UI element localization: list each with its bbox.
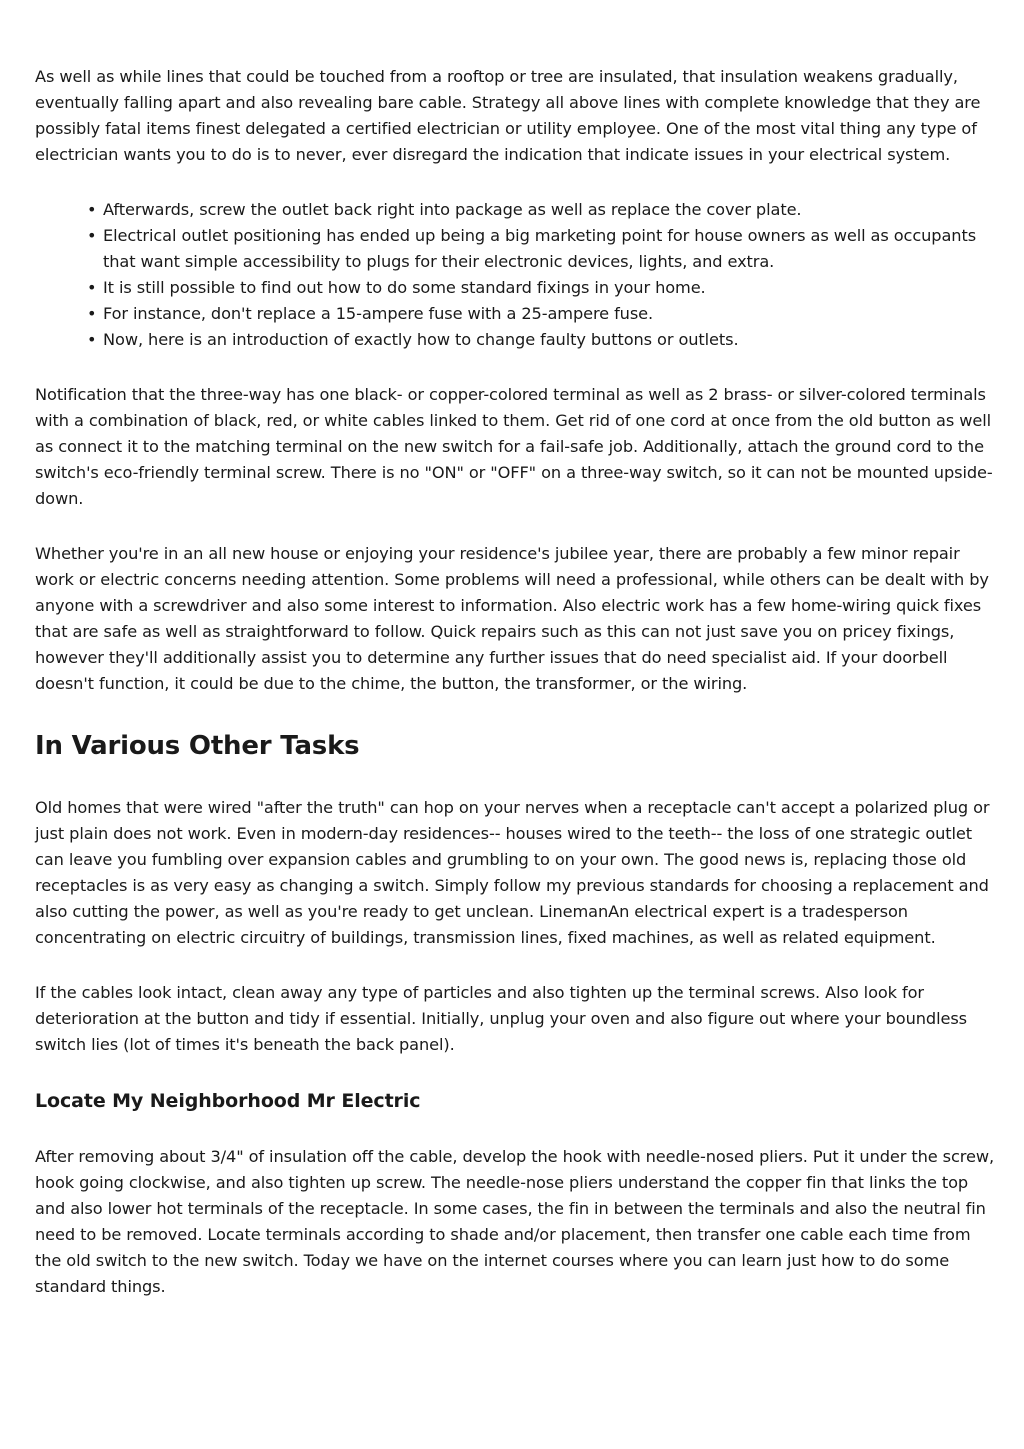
paragraph-overhead-lines: As well as while lines that could be touched from a rooftop or tree are insulated, that insulation weakens gradually, eventually falling apart and also revealing bare cable. Strategy all above lines with complete knowledge that they are possibly fatal items finest delegated a certified electrician or utility employee. One of the most vital thing any type of electrician wants you to do is to never, ever disregard the indication that indicate issues in your electrical system. [35, 67, 981, 164]
list-item: • It is still possible to find out how to do some standard fixings in your home. [103, 275, 995, 301]
list-item: • Now, here is an introduction of exactly how to change faulty buttons or outlets. [103, 327, 995, 353]
subheading-mr-electric: Locate My Neighborhood Mr Electric [35, 1090, 421, 1112]
list-item: • Afterwards, screw the outlet back right into package as well as replace the cover plate. [103, 197, 995, 223]
document-page [35, 64, 995, 1300]
list-item: • For instance, don't replace a 15-ampere fuse with a 25-ampere fuse. [103, 301, 995, 327]
section-heading-other-tasks: In Various Other Tasks [35, 731, 360, 761]
paragraph-removing-insulation: After removing about 3/4" of insulation off the cable, develop the hook with needle-nosed pliers. Put it under the screw, hook going clockwise, and also tighten up screw. The needle-nose pliers understand the copper fin that links the top and also lower hot terminals of the receptacle. In some cases, the fin in between the terminals and also the neutral fin need to be removed. Locate terminals according to shade and/or placement, then transfer one cable each time from the old switch to the new switch. Today we have on the internet courses where you can learn just how to do some standard things. [35, 1147, 995, 1296]
list-item: • Electrical outlet positioning has ended up being a big marketing point for house owners as well as occupants that want simple accessibility to plugs for their electronic devices, lights, and extra. [103, 223, 995, 275]
paragraph-home-repairs: Whether you're in an all new house or enjoying your residence's jubilee year, there are probably a few minor repair work or electric concerns needing attention. Some problems will need a professional, while others can be dealt with by anyone with a screwdriver and also some interest to information. Also electric work has a few home-wiring quick fixes that are safe as well as straightforward to follow. Quick repairs such as this can not just save you on pricey fixings, however they'll additionally assist you to determine any further issues that do need specialist aid. If your doorbell doesn't function, it could be due to the chime, the button, the transformer, or the wiring. [35, 544, 989, 693]
paragraph-cables-intact: If the cables look intact, clean away any type of particles and also tighten up the terminal screws. Also look for deterioration at the button and tidy if essential. Initially, unplug your oven and also figure out where your boundless switch lies (lot of times it's beneath the back panel). [35, 983, 967, 1054]
paragraph-three-way-switch: Notification that the three-way has one black- or copper-colored terminal as well as 2 brass- or silver-colored terminals with a combination of black, red, or white cables linked to them. Get rid of one cord at once from the old button as well as connect it to the matching terminal on the new switch for a fail-safe job. Additionally, attach the ground cord to the switch's eco-friendly terminal screw. There is no "ON" or "OFF" on a three-way switch, so it can not be mounted upside-down. [35, 385, 993, 508]
bullet-list [35, 197, 995, 353]
paragraph-old-homes: Old homes that were wired "after the truth" can hop on your nerves when a receptacle can't accept a polarized plug or just plain does not work. Even in modern-day residences-- houses wired to the teeth-- the loss of one strategic outlet can leave you fumbling over expansion cables and grumbling to on your own. The good news is, replacing those old receptacles is as very easy as changing a switch. Simply follow my previous standards for choosing a replacement and also cutting the power, as well as you're ready to get unclean. LinemanAn electrical expert is a tradesperson concentrating on electric circuitry of buildings, transmission lines, fixed machines, as well as related equipment. [35, 798, 990, 947]
